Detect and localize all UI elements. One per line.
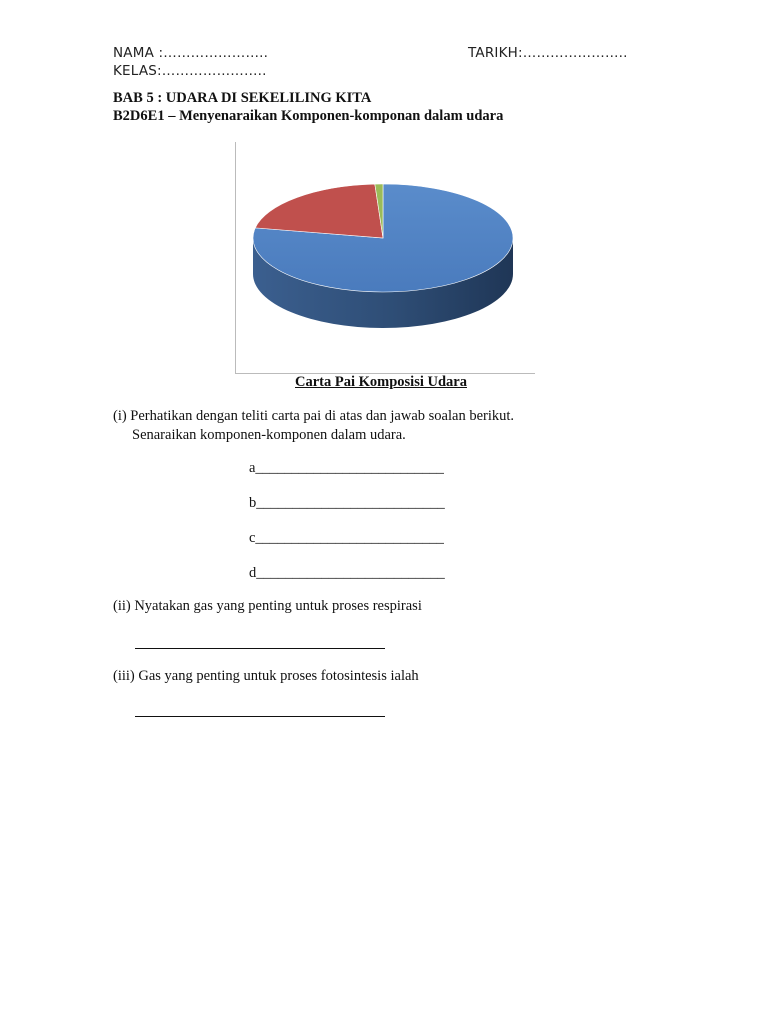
question-1-line-2: Senaraikan komponen-komponen dalam udara. — [132, 427, 406, 443]
tarikh-field: TARIKH:………………….. — [468, 45, 628, 61]
pie-chart — [235, 142, 535, 374]
kelas-field: KELAS:………………….. — [113, 63, 267, 79]
pie-chart-svg — [235, 142, 535, 374]
question-2: (ii) Nyatakan gas yang penting untuk proses respirasi — [113, 598, 422, 614]
chapter-title: BAB 5 : UDARA DI SEKELILING KITA — [113, 90, 372, 106]
answer-line-d: d__________________________ — [249, 565, 445, 581]
question-1-line-1: (i) Perhatikan dengan teliti carta pai di atas dan jawab soalan berikut. — [113, 408, 515, 424]
answer-line-question-3 — [135, 716, 385, 717]
answer-line-b: b__________________________ — [249, 495, 445, 511]
answer-line-a: a__________________________ — [249, 460, 444, 476]
answer-line-c: c__________________________ — [249, 530, 444, 546]
nama-field: NAMA :………………….. — [113, 45, 269, 61]
answer-line-question-2 — [135, 648, 385, 649]
chart-caption: Carta Pai Komposisi Udara — [295, 374, 467, 390]
question-3: (iii) Gas yang penting untuk proses fotosintesis ialah — [113, 668, 419, 684]
learning-objective: B2D6E1 – Menyenaraikan Komponen-komponan dalam udara — [113, 108, 504, 124]
